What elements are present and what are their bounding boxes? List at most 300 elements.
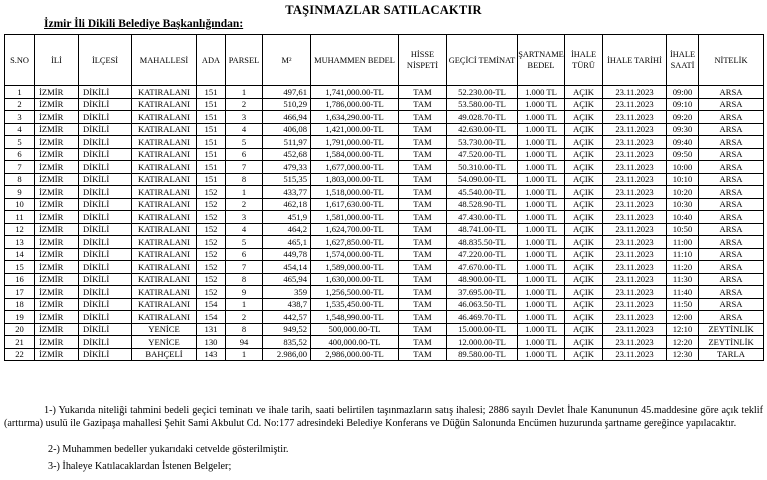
cell-ihale-turu: AÇIK (565, 173, 603, 186)
cell-ada: 152 (197, 273, 226, 286)
cell-il: İZMİR (35, 136, 79, 149)
cell-nitelik: ARSA (699, 273, 764, 286)
cell-sno: 16 (5, 273, 35, 286)
cell-teminat: 48.900.00-TL (447, 273, 518, 286)
cell-ihale-turu: AÇIK (565, 236, 603, 249)
cell-hisse: TAM (399, 98, 447, 111)
cell-muhammen: 1,677,000.00-TL (311, 161, 399, 174)
cell-ilce: DİKİLİ (79, 136, 132, 149)
cell-ihale-tarihi: 23.11.2023 (603, 98, 667, 111)
cell-sno: 12 (5, 223, 35, 236)
cell-ada: 151 (197, 111, 226, 124)
cell-ada: 151 (197, 123, 226, 136)
cell-sartname: 1.000 TL (518, 286, 565, 299)
cell-ihale-saati: 11:30 (667, 273, 699, 286)
cell-ihale-turu: AÇIK (565, 98, 603, 111)
column-header-nitelik: NİTELİK (699, 35, 764, 86)
cell-m2: 835,52 (263, 336, 311, 349)
cell-il: İZMİR (35, 248, 79, 261)
cell-ihale-tarihi: 23.11.2023 (603, 161, 667, 174)
cell-m2: 497,61 (263, 86, 311, 99)
cell-ilce: DİKİLİ (79, 123, 132, 136)
cell-ihale-saati: 09:20 (667, 111, 699, 124)
cell-sno: 6 (5, 148, 35, 161)
cell-sartname: 1.000 TL (518, 311, 565, 324)
cell-teminat: 45.540.00-TL (447, 186, 518, 199)
cell-hisse: TAM (399, 323, 447, 336)
column-header-sno: S.NO (5, 35, 35, 86)
cell-ilce: DİKİLİ (79, 111, 132, 124)
cell-ihale-turu: AÇIK (565, 136, 603, 149)
cell-sartname: 1.000 TL (518, 336, 565, 349)
cell-muhammen: 1,574,000.00-TL (311, 248, 399, 261)
cell-parsel: 1 (226, 186, 263, 199)
cell-teminat: 46.063.50-TL (447, 298, 518, 311)
cell-ilce: DİKİLİ (79, 286, 132, 299)
cell-ihale-tarihi: 23.11.2023 (603, 348, 667, 361)
cell-parsel: 2 (226, 198, 263, 211)
cell-teminat: 54.090.00-TL (447, 173, 518, 186)
column-header-sartname: ŞARTNAME BEDEL (518, 35, 565, 86)
table-row (5, 273, 764, 286)
cell-sno: 22 (5, 348, 35, 361)
cell-hisse: TAM (399, 198, 447, 211)
cell-ada: 130 (197, 336, 226, 349)
cell-ihale-saati: 10:20 (667, 186, 699, 199)
cell-sartname: 1.000 TL (518, 236, 565, 249)
table-row (5, 261, 764, 274)
cell-sartname: 1.000 TL (518, 161, 565, 174)
cell-sartname: 1.000 TL (518, 323, 565, 336)
cell-nitelik: ARSA (699, 123, 764, 136)
cell-ihale-turu: AÇIK (565, 348, 603, 361)
column-header-ada: ADA (197, 35, 226, 86)
cell-sno: 13 (5, 236, 35, 249)
cell-m2: 515,35 (263, 173, 311, 186)
table-row (5, 173, 764, 186)
column-header-il: İLİ (35, 35, 79, 86)
cell-ilce: DİKİLİ (79, 248, 132, 261)
cell-sno: 20 (5, 323, 35, 336)
cell-sartname: 1.000 TL (518, 198, 565, 211)
table-body (5, 86, 764, 361)
cell-hisse: TAM (399, 111, 447, 124)
cell-muhammen: 1,624,700.00-TL (311, 223, 399, 236)
cell-hisse: TAM (399, 223, 447, 236)
cell-ada: 143 (197, 348, 226, 361)
cell-il: İZMİR (35, 236, 79, 249)
cell-mahalle: KATIRALANI (132, 98, 197, 111)
cell-sartname: 1.000 TL (518, 223, 565, 236)
cell-sartname: 1.000 TL (518, 173, 565, 186)
cell-m2: 466,94 (263, 111, 311, 124)
cell-nitelik: ARSA (699, 261, 764, 274)
cell-ihale-saati: 11:20 (667, 261, 699, 274)
cell-sno: 19 (5, 311, 35, 324)
paragraph-1: 1-) Yukarıda niteliği tahmini bedeli geçici teminatı ve ihale tarih, saati belirtilen taşınmazların satış ihalesi; 2886 sayılı Devlet İhale Kanununun 45.maddesine göre açık teklif (arttırma) usulü ile Gazipaşa mahallesi Şehit Sami Akbulut Cd. No:177 adresindeki Belediye Konferans ve Düğün Salonunda Encümen huzurunda şartname gereğince yapılacaktır. (4, 405, 763, 429)
cell-hisse: TAM (399, 173, 447, 186)
cell-il: İZMİR (35, 111, 79, 124)
cell-hisse: TAM (399, 136, 447, 149)
cell-teminat: 47.220.00-TL (447, 248, 518, 261)
cell-mahalle: KATIRALANI (132, 186, 197, 199)
cell-ihale-saati: 10:00 (667, 161, 699, 174)
column-header-hisse: HİSSE NİSPETİ (399, 35, 447, 86)
cell-mahalle: KATIRALANI (132, 173, 197, 186)
cell-ada: 152 (197, 198, 226, 211)
cell-ilce: DİKİLİ (79, 273, 132, 286)
cell-muhammen: 1,803,000.00-TL (311, 173, 399, 186)
table-row (5, 236, 764, 249)
cell-ada: 154 (197, 298, 226, 311)
cell-ihale-saati: 12:00 (667, 311, 699, 324)
cell-il: İZMİR (35, 198, 79, 211)
column-header-mahalle: MAHALLESİ (132, 35, 197, 86)
cell-nitelik: ARSA (699, 173, 764, 186)
column-header-ihale-turu: İHALE TÜRÜ (565, 35, 603, 86)
cell-sartname: 1.000 TL (518, 123, 565, 136)
cell-il: İZMİR (35, 86, 79, 99)
cell-il: İZMİR (35, 323, 79, 336)
cell-mahalle: YENİCE (132, 336, 197, 349)
cell-ihale-tarihi: 23.11.2023 (603, 273, 667, 286)
document-subtitle: İzmir İli Dikili Belediye Başkanlığından: (44, 18, 244, 30)
cell-nitelik: ARSA (699, 311, 764, 324)
cell-ihale-tarihi: 23.11.2023 (603, 148, 667, 161)
cell-sno: 11 (5, 211, 35, 224)
cell-muhammen: 1,627,850.00-TL (311, 236, 399, 249)
cell-sno: 18 (5, 298, 35, 311)
cell-teminat: 46.469.70-TL (447, 311, 518, 324)
cell-teminat: 50.310.00-TL (447, 161, 518, 174)
cell-teminat: 47.430.00-TL (447, 211, 518, 224)
cell-sartname: 1.000 TL (518, 348, 565, 361)
table-row (5, 123, 764, 136)
cell-ihale-turu: AÇIK (565, 336, 603, 349)
cell-parsel: 7 (226, 161, 263, 174)
cell-m2: 452,68 (263, 148, 311, 161)
cell-ihale-tarihi: 23.11.2023 (603, 311, 667, 324)
column-header-m2: M² (263, 35, 311, 86)
property-table (4, 34, 764, 361)
cell-mahalle: KATIRALANI (132, 86, 197, 99)
cell-ihale-tarihi: 23.11.2023 (603, 336, 667, 349)
cell-sno: 7 (5, 161, 35, 174)
cell-m2: 451,9 (263, 211, 311, 224)
cell-m2: 2.986,00 (263, 348, 311, 361)
cell-muhammen: 500,000.00-TL (311, 323, 399, 336)
cell-ihale-saati: 09:30 (667, 123, 699, 136)
cell-ihale-tarihi: 23.11.2023 (603, 261, 667, 274)
cell-sno: 2 (5, 98, 35, 111)
cell-ihale-turu: AÇIK (565, 148, 603, 161)
cell-sartname: 1.000 TL (518, 136, 565, 149)
cell-mahalle: KATIRALANI (132, 198, 197, 211)
cell-nitelik: ARSA (699, 136, 764, 149)
cell-muhammen: 1,786,000.00-TL (311, 98, 399, 111)
paragraph-2: 2-) Muhammen bedeller yukarıdaki cetvelde gösterilmiştir. (48, 444, 289, 455)
cell-ihale-saati: 11:00 (667, 236, 699, 249)
cell-sno: 14 (5, 248, 35, 261)
cell-parsel: 1 (226, 348, 263, 361)
cell-mahalle: KATIRALANI (132, 286, 197, 299)
cell-parsel: 6 (226, 248, 263, 261)
column-header-ihale-tarihi: İHALE TARİHİ (603, 35, 667, 86)
cell-muhammen: 1,634,290.00-TL (311, 111, 399, 124)
table-row (5, 98, 764, 111)
table-row (5, 336, 764, 349)
cell-il: İZMİR (35, 336, 79, 349)
cell-nitelik: ARSA (699, 111, 764, 124)
cell-ilce: DİKİLİ (79, 161, 132, 174)
cell-ihale-tarihi: 23.11.2023 (603, 286, 667, 299)
cell-ihale-saati: 09:50 (667, 148, 699, 161)
cell-il: İZMİR (35, 211, 79, 224)
column-header-ilce: İLÇESİ (79, 35, 132, 86)
cell-m2: 462,18 (263, 198, 311, 211)
cell-ihale-saati: 11:50 (667, 298, 699, 311)
cell-parsel: 94 (226, 336, 263, 349)
cell-hisse: TAM (399, 311, 447, 324)
cell-muhammen: 1,581,000.00-TL (311, 211, 399, 224)
cell-ihale-tarihi: 23.11.2023 (603, 111, 667, 124)
cell-ihale-saati: 12:10 (667, 323, 699, 336)
cell-parsel: 2 (226, 311, 263, 324)
cell-ilce: DİKİLİ (79, 98, 132, 111)
cell-parsel: 2 (226, 98, 263, 111)
cell-teminat: 89.580.00-TL (447, 348, 518, 361)
cell-mahalle: KATIRALANI (132, 161, 197, 174)
cell-sartname: 1.000 TL (518, 298, 565, 311)
cell-il: İZMİR (35, 298, 79, 311)
cell-parsel: 5 (226, 136, 263, 149)
cell-parsel: 9 (226, 286, 263, 299)
cell-ada: 151 (197, 173, 226, 186)
cell-hisse: TAM (399, 348, 447, 361)
cell-ihale-turu: AÇIK (565, 248, 603, 261)
cell-nitelik: ARSA (699, 98, 764, 111)
cell-il: İZMİR (35, 98, 79, 111)
cell-mahalle: KATIRALANI (132, 148, 197, 161)
cell-ihale-turu: AÇIK (565, 286, 603, 299)
cell-m2: 949,52 (263, 323, 311, 336)
cell-mahalle: KATIRALANI (132, 311, 197, 324)
cell-ihale-saati: 09:40 (667, 136, 699, 149)
table-row (5, 323, 764, 336)
table-row (5, 223, 764, 236)
cell-nitelik: ARSA (699, 161, 764, 174)
cell-nitelik: ARSA (699, 198, 764, 211)
cell-hisse: TAM (399, 161, 447, 174)
cell-sno: 17 (5, 286, 35, 299)
cell-hisse: TAM (399, 261, 447, 274)
cell-hisse: TAM (399, 148, 447, 161)
cell-hisse: TAM (399, 211, 447, 224)
cell-ada: 131 (197, 323, 226, 336)
cell-teminat: 52.230.00-TL (447, 86, 518, 99)
cell-m2: 454,14 (263, 261, 311, 274)
cell-sno: 1 (5, 86, 35, 99)
cell-ada: 151 (197, 86, 226, 99)
cell-mahalle: KATIRALANI (132, 236, 197, 249)
cell-sno: 4 (5, 123, 35, 136)
cell-ihale-turu: AÇIK (565, 123, 603, 136)
cell-il: İZMİR (35, 186, 79, 199)
cell-hisse: TAM (399, 273, 447, 286)
cell-ihale-saati: 10:10 (667, 173, 699, 186)
cell-hisse: TAM (399, 123, 447, 136)
cell-m2: 359 (263, 286, 311, 299)
cell-ihale-turu: AÇIK (565, 186, 603, 199)
table-row (5, 348, 764, 361)
cell-ilce: DİKİLİ (79, 261, 132, 274)
cell-hisse: TAM (399, 236, 447, 249)
cell-parsel: 8 (226, 173, 263, 186)
cell-il: İZMİR (35, 311, 79, 324)
cell-parsel: 7 (226, 261, 263, 274)
column-header-teminat: GEÇİCİ TEMİNAT (447, 35, 518, 86)
cell-sno: 9 (5, 186, 35, 199)
cell-teminat: 37.695.00-TL (447, 286, 518, 299)
cell-ilce: DİKİLİ (79, 173, 132, 186)
cell-muhammen: 1,617,630.00-TL (311, 198, 399, 211)
cell-parsel: 8 (226, 323, 263, 336)
cell-ihale-tarihi: 23.11.2023 (603, 198, 667, 211)
cell-teminat: 48.528.90-TL (447, 198, 518, 211)
cell-ada: 151 (197, 161, 226, 174)
cell-ihale-tarihi: 23.11.2023 (603, 298, 667, 311)
cell-m2: 449,78 (263, 248, 311, 261)
cell-sartname: 1.000 TL (518, 273, 565, 286)
paragraph-3: 3-) İhaleye Katılacaklardan İstenen Belgeler; (48, 461, 232, 472)
cell-parsel: 3 (226, 111, 263, 124)
cell-hisse: TAM (399, 86, 447, 99)
cell-muhammen: 1,630,000.00-TL (311, 273, 399, 286)
cell-ilce: DİKİLİ (79, 86, 132, 99)
cell-m2: 479,33 (263, 161, 311, 174)
cell-ihale-turu: AÇIK (565, 273, 603, 286)
cell-mahalle: KATIRALANI (132, 111, 197, 124)
cell-hisse: TAM (399, 186, 447, 199)
cell-m2: 511,97 (263, 136, 311, 149)
cell-ilce: DİKİLİ (79, 348, 132, 361)
table-row (5, 248, 764, 261)
cell-ilce: DİKİLİ (79, 186, 132, 199)
cell-ada: 152 (197, 248, 226, 261)
cell-ihale-tarihi: 23.11.2023 (603, 123, 667, 136)
cell-ihale-saati: 11:10 (667, 248, 699, 261)
cell-mahalle: KATIRALANI (132, 211, 197, 224)
cell-sno: 15 (5, 261, 35, 274)
cell-ihale-turu: AÇIK (565, 261, 603, 274)
cell-parsel: 5 (226, 236, 263, 249)
cell-sartname: 1.000 TL (518, 86, 565, 99)
cell-nitelik: TARLA (699, 348, 764, 361)
cell-nitelik: ARSA (699, 211, 764, 224)
cell-nitelik: ARSA (699, 248, 764, 261)
cell-mahalle: BAHÇELİ (132, 348, 197, 361)
cell-m2: 438,7 (263, 298, 311, 311)
cell-muhammen: 2,986,000.00-TL (311, 348, 399, 361)
cell-nitelik: ARSA (699, 223, 764, 236)
table-row (5, 311, 764, 324)
cell-sartname: 1.000 TL (518, 248, 565, 261)
cell-teminat: 53.730.00-TL (447, 136, 518, 149)
cell-muhammen: 400,000.00-TL (311, 336, 399, 349)
cell-nitelik: ARSA (699, 236, 764, 249)
cell-sno: 8 (5, 173, 35, 186)
table-row (5, 186, 764, 199)
cell-ihale-saati: 10:30 (667, 198, 699, 211)
cell-parsel: 6 (226, 148, 263, 161)
cell-teminat: 42.630.00-TL (447, 123, 518, 136)
cell-mahalle: KATIRALANI (132, 123, 197, 136)
cell-teminat: 12.000.00-TL (447, 336, 518, 349)
cell-hisse: TAM (399, 248, 447, 261)
cell-ihale-turu: AÇIK (565, 111, 603, 124)
table-row (5, 198, 764, 211)
cell-ada: 152 (197, 211, 226, 224)
cell-parsel: 8 (226, 273, 263, 286)
cell-ihale-turu: AÇIK (565, 86, 603, 99)
cell-ihale-tarihi: 23.11.2023 (603, 186, 667, 199)
cell-parsel: 1 (226, 86, 263, 99)
cell-hisse: TAM (399, 298, 447, 311)
cell-sartname: 1.000 TL (518, 261, 565, 274)
cell-sartname: 1.000 TL (518, 98, 565, 111)
table-row (5, 286, 764, 299)
cell-m2: 464,2 (263, 223, 311, 236)
cell-il: İZMİR (35, 348, 79, 361)
cell-il: İZMİR (35, 173, 79, 186)
cell-ilce: DİKİLİ (79, 311, 132, 324)
cell-ihale-saati: 12:30 (667, 348, 699, 361)
cell-ihale-saati: 09:10 (667, 98, 699, 111)
column-header-parsel: PARSEL (226, 35, 263, 86)
cell-teminat: 49.028.70-TL (447, 111, 518, 124)
cell-nitelik: ZEYTİNLİK (699, 323, 764, 336)
cell-sartname: 1.000 TL (518, 186, 565, 199)
cell-ilce: DİKİLİ (79, 336, 132, 349)
cell-ada: 152 (197, 223, 226, 236)
cell-muhammen: 1,589,000.00-TL (311, 261, 399, 274)
cell-mahalle: KATIRALANI (132, 273, 197, 286)
cell-muhammen: 1,518,000.00-TL (311, 186, 399, 199)
table-row (5, 161, 764, 174)
table-row (5, 111, 764, 124)
cell-il: İZMİR (35, 286, 79, 299)
cell-ihale-turu: AÇIK (565, 223, 603, 236)
cell-ihale-turu: AÇIK (565, 211, 603, 224)
cell-hisse: TAM (399, 286, 447, 299)
cell-ilce: DİKİLİ (79, 236, 132, 249)
cell-ihale-tarihi: 23.11.2023 (603, 236, 667, 249)
cell-mahalle: KATIRALANI (132, 223, 197, 236)
cell-ihale-saati: 11:40 (667, 286, 699, 299)
cell-ihale-turu: AÇIK (565, 198, 603, 211)
cell-ilce: DİKİLİ (79, 223, 132, 236)
cell-muhammen: 1,535,450.00-TL (311, 298, 399, 311)
cell-il: İZMİR (35, 273, 79, 286)
cell-parsel: 4 (226, 223, 263, 236)
cell-ada: 151 (197, 148, 226, 161)
cell-ada: 152 (197, 261, 226, 274)
cell-teminat: 48.741.00-TL (447, 223, 518, 236)
table-row (5, 136, 764, 149)
column-header-muhammen: MUHAMMEN BEDEL (311, 35, 399, 86)
cell-nitelik: ZEYTİNLİK (699, 336, 764, 349)
cell-m2: 465,94 (263, 273, 311, 286)
